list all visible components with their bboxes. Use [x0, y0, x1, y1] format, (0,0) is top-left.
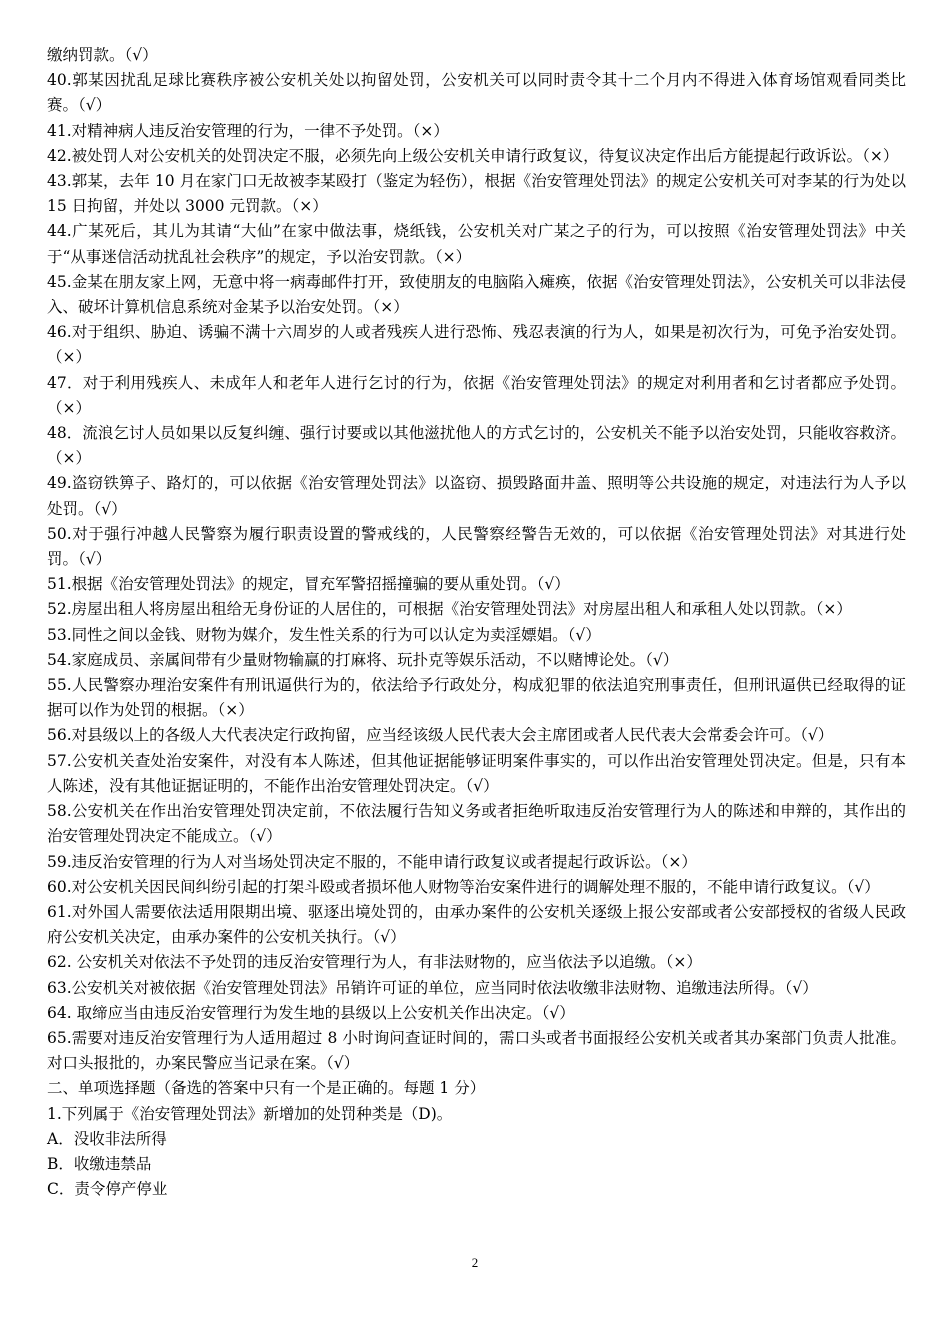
- paragraph: 47．对于利用残疾人、未成年人和老年人进行乞讨的行为，依据《治安管理处罚法》的规定对利用者和乞讨者都应予处罚。（×）: [47, 373, 906, 417]
- paragraph: 59.违反治安管理的行为人对当场处罚决定不服的，不能申请行政复议或者提起行政诉讼。（×）: [47, 852, 697, 871]
- paragraph: 41.对精神病人违反治安管理的行为，一律不予处罚。（×）: [47, 121, 449, 140]
- paragraph: 57.公安机关查处治安案件，对没有本人陈述，但其他证据能够证明案件事实的，可以作出治安管理处罚决定。但是，只有本人陈述，没有其他证据证明的，不能作出治安管理处罚决定。（√）: [47, 751, 906, 795]
- paragraph: 48．流浪乞讨人员如果以反复纠缠、强行讨要或以其他滋扰他人的方式乞讨的，公安机关不能予以治安处罚，只能收容救济。（×）: [47, 424, 906, 468]
- paragraph: 缴纳罚款。（√）: [47, 46, 158, 64]
- paragraph: 61.对外国人需要依法适用限期出境、驱逐出境处罚的，由承办案件的公安机关逐级上报公安部或者公安部授权的省级人民政府公安机关决定，由承办案件的公安机关执行。（√）: [47, 902, 906, 947]
- paragraph: 54.家庭成员、亲属间带有少量财物输赢的打麻将、玩扑克等娱乐活动，不以赌博论处。（√）: [47, 650, 679, 669]
- paragraph: 40.郭某因扰乱足球比赛秩序被公安机关处以拘留处罚，公安机关可以同时责令其十二个月内不得进入体育场馆观看同类比赛。（√）: [47, 71, 906, 115]
- paragraph: 60.对公安机关因民间纠纷引起的打架斗殴或者损坏他人财物等治安案件进行的调解处理不服的，不能申请行政复议。（√）: [47, 877, 880, 896]
- paragraph: 64. 取缔应当由违反治安管理行为发生地的县级以上公安机关作出决定。（√）: [47, 1003, 575, 1022]
- paragraph: 63.公安机关对被依据《治安管理处罚法》吊销许可证的单位，应当同时依法收缴非法财物、追缴违法所得。（√）: [47, 978, 818, 997]
- paragraph: 50.对于强行冲越人民警察为履行职责设置的警戒线的，人民警察经警告无效的，可以依据《治安管理处罚法》对其进行处罚。（√）: [47, 524, 906, 569]
- option-c: C．责令停产停业: [47, 1180, 168, 1199]
- paragraph: 43.郭某，去年 10 月在家门口无故被李某殴打（鉴定为轻伤），根据《治安管理处罚法》的规定公安机关可对李某的行为处以 15 日拘留，并处以 3000 元罚款。（×）: [47, 172, 906, 216]
- question: 1.下列属于《治安管理处罚法》新增加的处罚种类是（D)。: [47, 1104, 453, 1123]
- page-number: 2: [471, 1255, 479, 1270]
- paragraph: 56.对县级以上的各级人大代表决定行政拘留，应当经该级人民代表大会主席团或者人民代表大会常委会许可。（√）: [47, 726, 834, 745]
- paragraph: 42.被处罚人对公安机关的处罚决定不服，必须先向上级公安机关申请行政复议，待复议决定作出后方能提起行政诉讼。（×）: [47, 146, 899, 165]
- paragraph: 62. 公安机关对依法不予处罚的违反治安管理行为人，有非法财物的，应当依法予以追缴。（×）: [47, 953, 702, 972]
- paragraph: 53.同性之间以金钱、财物为媒介，发生性关系的行为可以认定为卖淫嫖娼。（√）: [47, 625, 601, 644]
- paragraph: 51.根据《治安管理处罚法》的规定，冒充军警招摇撞骗的要从重处罚。（√）: [47, 575, 570, 594]
- paragraph: 44.广某死后，其儿为其请“大仙”在家中做法事，烧纸钱，公安机关对广某之子的行为，可以按照《治安管理处罚法》中关于“从事迷信活动扰乱社会秩序”的规定，予以治安罚款。（×）: [47, 222, 906, 266]
- paragraph: 55.人民警察办理治安案件有刑讯逼供行为的，依法给予行政处分，构成犯罪的依法追究刑事责任，但刑讯逼供已经取得的证据可以作为处罚的根据。（×）: [47, 676, 906, 720]
- paragraph: 45.金某在朋友家上网，无意中将一病毒邮件打开，致使朋友的电脑陷入瘫痪，依据《治安管理处罚法》，公安机关可以非法侵入、破坏计算机信息系统对金某予以治安处罚。（×）: [47, 272, 906, 317]
- paragraph: 49.盗窃铁箅子、路灯的，可以依据《治安管理处罚法》以盗窃、损毁路面井盖、照明等公共设施的规定，对违法行为人予以处罚。（√）: [47, 474, 906, 518]
- document-body: [47, 43, 906, 1202]
- option-a: A．没收非法所得: [47, 1129, 167, 1148]
- paragraph: 52.房屋出租人将房屋出租给无身份证的人居住的，可根据《治安管理处罚法》对房屋出租人和承租人处以罚款。（×）: [47, 600, 852, 619]
- paragraph: 46.对于组织、胁迫、诱骗不满十六周岁的人或者残疾人进行恐怖、残忍表演的行为人，如果是初次行为，可免予治安处罚。（×）: [47, 323, 906, 367]
- paragraph: 58.公安机关在作出治安管理处罚决定前，不依法履行告知义务或者拒绝听取违反治安管理行为人的陈述和申辩的，其作出的治安管理处罚决定不能成立。（√）: [47, 802, 906, 846]
- section-heading: 二、单项选择题（备选的答案中只有一个是正确的。每题 1 分）: [47, 1079, 486, 1098]
- option-b: B．收缴违禁品: [47, 1154, 152, 1173]
- paragraph: 65.需要对违反治安管理行为人适用超过 8 小时询问查证时间的，需口头或者书面报经公安机关或者其办案部门负责人批准。对口头报批的，办案民警应当记录在案。（√）: [47, 1028, 906, 1073]
